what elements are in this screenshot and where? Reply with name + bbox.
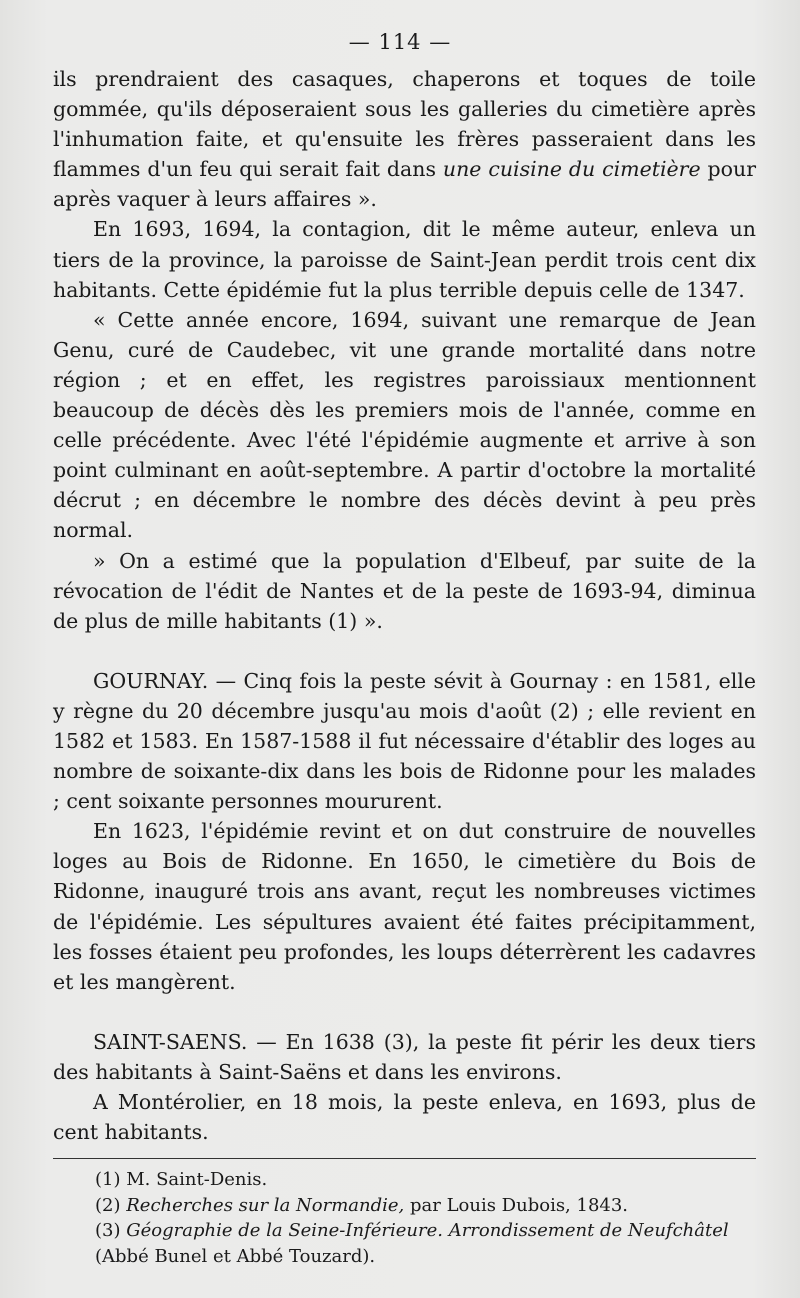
- paragraph-1-italic: une cuisine du cimetière: [442, 157, 701, 182]
- footnote-3-number: (3): [95, 1220, 121, 1241]
- paragraph-6: En 1623, l'épidémie revint et on dut construire de nouvelles loges au Bois de Ridonne. En 1650, le cimetière du Bois de Ridonne, inauguré trois ans avant, reçut les nombreuses victimes de l'épidémie. Les sépultures avaient été faites précipitamment, les fosses étaient peu profondes, les loups déterrèrent les cadavres et les mangèrent.: [53, 819, 756, 994]
- paragraph-1-tail: pour après vaquer à leurs affaires ».: [53, 157, 756, 212]
- paragraph-1: [53, 64, 756, 214]
- paragraph-gournay: GOURNAY. — Cinq fois la peste sévit à Gournay : en 1581, elle y règne du 20 décembre jusqu'au mois d'août (2) ; elle revient en 1582 et 1583. En 1587-1588 il fut nécessaire d'établir des loges au nombre de soixante-dix dans les bois de Ridonne pour les malades ; cent soixante personnes moururent.: [53, 668, 756, 814]
- paragraph-saint-saens: SAINT-SAENS. — En 1638 (3), la peste fit périr les deux tiers des habitants à Saint-Saëns et dans les environs.: [53, 1029, 756, 1084]
- footnote-3: [53, 1218, 756, 1269]
- paragraph-1-text: ils prendraient des casaques, chaperons et toques de toile gommée, qu'ils déposeraient sous les galleries du cimetière après l'inhumation faite, et qu'ensuite les frères passeraient dans les flammes d'un feu qui serait fait dans: [53, 67, 756, 182]
- paragraph-2: En 1693, 1694, la contagion, dit le même auteur, enleva un tiers de la province, la paroisse de Saint-Jean perdit trois cent dix habitants. Cette épidémie fut la plus terrible depuis celle de 1347.: [53, 217, 756, 302]
- footnote-2-tail: par Louis Dubois, 1843.: [410, 1194, 629, 1216]
- footnote-2: [53, 1193, 756, 1219]
- body-text: [53, 64, 756, 1147]
- paragraph-4: » On a estimé que la population d'Elbeuf, par suite de la révocation de l'édit de Nantes et de la peste de 1693-94, diminua de plus de mille habitants (1) ».: [53, 548, 756, 633]
- footnotes: [53, 1158, 756, 1269]
- footnote-3-tail: (Abbé Bunel et Abbé Touzard).: [95, 1245, 376, 1267]
- paragraph-8: A Montérolier, en 18 mois, la peste enleva, en 1693, plus de cent habitants.: [53, 1090, 756, 1145]
- footnote-2-title: Recherches sur la Normandie,: [126, 1194, 405, 1216]
- footnote-2-number: (2): [95, 1194, 121, 1216]
- footnote-1: (1) M. Saint-Denis.: [95, 1169, 268, 1190]
- paragraph-3: « Cette année encore, 1694, suivant une remarque de Jean Genu, curé de Caudebec, vit une grande mortalité dans notre région ; et en effet, les registres paroissiaux mentionnent beaucoup de décès dès les premiers mois de l'année, comme en celle précédente. Avec l'été l'épidémie augmente et arrive à son point culminant en août-septembre. A partir d'octobre la mortalité décrut ; en décembre le nombre des décès devint à peu près normal.: [53, 307, 756, 543]
- footnote-3-title: Géographie de la Seine-Inférieure. Arrondissement de Neufchâtel: [126, 1220, 729, 1241]
- page-number: — 114 —: [348, 30, 452, 54]
